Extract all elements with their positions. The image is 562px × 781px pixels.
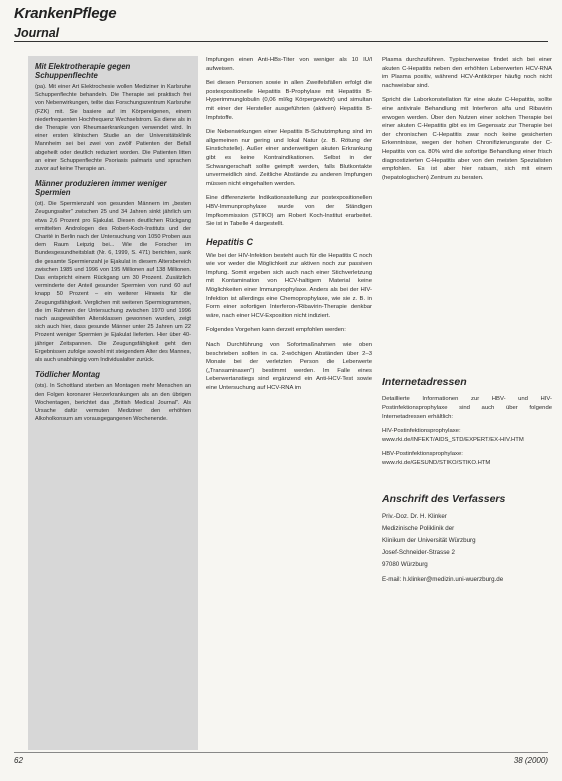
sidebar-heading-elektrotherapie: Mit Elektrotherapie gegen Schuppenflechte <box>35 62 131 80</box>
page-number: 62 <box>14 756 23 765</box>
body-paragraph: Die Nebenwirkungen einer Hepatitis B-Schutzimpfung sind im allgemeinen nur gering und lokal Natur (z. B. Rötung der Einstichstelle). Außer einer anderweitigen akuten Erkrankung gibt es keine Kontraindikationen. Selbst in der Schwangerschaft sollte geimpft werden, falls Blutkontakte unvermeidlich sind. Zeitliche Abstände zu anderen Impfungen müssen nicht eingehalten werden. <box>206 129 372 187</box>
column-gap <box>382 473 552 493</box>
issue-number: 38 (2000) <box>513 756 548 765</box>
sidebar-paragraph: (ot). Die Spermienzahl von gesunden Männern im „besten Zeugungsalter" zwischen 25 und 34 Jahren sinkt jährlich um etwa 2,6 Prozent pro Ejakulat. Diesen deutlichen Rückgang ermittelten Andrologen des Robert-Koch-Instituts und der Charité in Berlin nach der Untersuchung von 1050 Proben aus dem Raum Leipzig bei... Wie die Forscher im Bundesgesundheitsblatt (Nr. 6, 1999, S. 471) berichten, sank die gesamte Spermienzahl je Ejakulat in diesem Altersbereich zwischen 1985 und 1996 von 195 Millionen auf 138 Millionen. Das entspricht einem Rückgang um 30 Prozent. Zusätzlich verminderte der Anteil gesunder Spermien von rund 60 auf knapp 50 Prozent – ein weiterer Hinweis für die Zeugungsfähigkeit. Verglichen mit weiteren Spermiogrammen, die im Rahmen der Untersuchung zwischen 1970 und 1996 nach ausgewählten Altersklassen gewonnen wurden, zeigt sich auch hier, dass gesunde Männer unter 25 Jahren um 22 Prozent weniger Spermien je Ejakulat lieferten. Hier über 40-jähriger Zeitspannen. Die Zeugungsfähigkeit geht den Ergebnissen zufolge sowohl mit steigendem Alter des Mannes, als auch unabhängig vom Individualalter zurück. <box>35 201 191 364</box>
news-sidebar <box>28 56 198 750</box>
section-heading-internet: Internetadressen <box>382 376 467 389</box>
article-column-middle <box>206 56 372 752</box>
body-paragraph: Detaillierte Informationen zur HBV- und HIV-Postinfektionsprophylaxe sind auch über folgende Internetadressen erhältlich: <box>382 396 552 420</box>
body-paragraph: Eine differenzierte Indikationsstellung zur postexpositionellen HBV-Immunprophylaxe wurde von der Ständigen Impfkommission (STIKO) am Robert Koch-Institut erarbeitet. Sie ist in Tabelle 4 dargestellt. <box>206 195 372 228</box>
body-paragraph: Folgendes Vorgehen kann derzeit empfohlen werden: <box>206 327 346 334</box>
body-paragraph: Nach Durchführung von Sofortmaßnahmen wie oben beschrieben sollten in ca. 2-wöchigen Abständen über 2–3 Monate bei der verletzten Person die Leberwerte („Transaminasen") bestimmt werden. Im Falle eines Leberwertanstiegs sind ergänzend ein Anti-HCV-Test sowie eine Untersuchung auf HCV-RNA im <box>206 342 372 391</box>
sidebar-heading-montag: Tödlicher Montag <box>35 370 100 380</box>
author-line: Klinikum der Universität Würzburg <box>382 537 476 545</box>
body-paragraph: Impfungen einen Anti-HBs-Titer von weniger als 10 IU/l aufweisen. <box>206 57 372 72</box>
magazine-subtitle: Journal <box>14 26 60 40</box>
body-paragraph: Spricht die Laborkonstellation für eine akute C-Hepatitis, sollte eine antivirale Behandlung mit Interferon alfa und Ribavirin erwogen werden. Über den Nutzen einer solchen Therapie bei einer akuten C-Hepatitis gibt es im Gegensatz zur Therapie bei der chronischen C-Hepatitis zwar noch keine gesicherten Erkenntnisse, wegen der hohen Chronifizierungsrate der C-Hepatitis von ca. 80% wird die sofortige Behandlung einer frisch diagnostizierten C-Hepatitis aber von den meisten Spezialisten empfohlen. Es ist aber hier ratsam, sich mit einem (hepatologischen) Zentrum zu beraten. <box>382 97 552 181</box>
hbv-url-text[interactable]: HBV-Postinfektionsprophylaxe: www.rki.de/GESUND/STIKO/STIKO.HTM <box>382 451 491 466</box>
body-paragraph: Plasma durchzuführen. Typischerweise findet sich bei einer akuten C-Hepatitis neben den erhöhten Leberwerten HCV-RNA im Plasma positiv, während HCV-Antikörper häufig noch nicht nachweisbar sind. <box>382 57 552 89</box>
footer-rule <box>14 752 548 753</box>
article-column-right <box>382 56 552 752</box>
author-email[interactable]: E-mail: h.klinker@medizin.uni-wuerzburg.de <box>382 576 504 584</box>
hiv-url-text[interactable]: HIV-Postinfektionsprophylaxe: www.rki.de/INFEKT/AIDS_STD/EXPERT/EX-HIV.HTM <box>382 428 524 443</box>
body-paragraph: Wie bei der HIV-Infektion besteht auch für die Hepatitis C noch wie vor weder die Möglichkeit zur aktiven noch zur passiven Impfung. Somit ergeben sich auch nach einer Stichverletzung mit Kontamination von HCV-haltigem Material keine Möglichkeiten einer Immunprophylaxe. Anders als bei der HIV-Infektion ist allerdings eine Chemoprophylaxe, wie sie z. B. in Form einer sofortigen Interferon-/Ribavirin-Therapie denkbar wäre, nach einer HCV-Exposition nicht indiziert. <box>206 252 372 319</box>
header-rule <box>14 41 548 42</box>
magazine-title: KrankenPflege <box>14 5 117 22</box>
author-line: Medizinische Poliklinik der <box>382 525 455 533</box>
body-paragraph: Bei diesen Personen sowie in allen Zweifelsfällen erfolgt die postexpositionelle Hepatitis B-Prophylaxe mit Hepatitis B-Hyperimmunglobulin (0,06 ml/kg Körpergewicht) und simultan mit einer der Hersteller ausgeführten (aktiven) Hepatitis B-Impfstoffe. <box>206 80 372 121</box>
sidebar-heading-spermien: Männer produzieren immer weniger Spermien <box>35 179 167 198</box>
author-line: Josef-Schneider-Strasse 2 <box>382 549 455 557</box>
section-heading-author: Anschrift des Verfassers <box>382 493 506 506</box>
column-gap <box>382 188 552 376</box>
author-line: Priv.-Doz. Dr. H. Klinker <box>382 513 447 521</box>
section-heading-hepatitis-c: Hepatitis C <box>206 236 254 247</box>
author-line: 97080 Würzburg <box>382 561 428 569</box>
author-address <box>382 512 552 584</box>
sidebar-paragraph: (ots). In Schottland sterben an Montagen mehr Menschen an den Folgen koronarer Herzerkrankungen als an den übrigen Wochentagen, berichtet das „British Medical Journal". Als Ursache dafür vermuten Mediziner den erhöhten Alkoholkonsum am vorausgegangenen Wochenende. <box>35 383 191 423</box>
sidebar-paragraph: (pa). Mit einer Art Elektrochesie wollen Mediziner in Karlsruhe Schuppenflechte behandeln. Die Therapie sei praktisch frei von Nebenwirkungen, teilte das Forschungszentrum Karlsruhe (FZK) mit. Sie basiere auf im Körpereigenen, einem niederfrequenten Hochfrequenz Wechselstrom. Es diene als in die Therapie von Rheumaerkrankungen verwendet wird. In einer ersten klinischen Studie an der Universitätsklinik Mannheim sei bei zwei von zwölf Patienten der Befall abgeheilt oder deutlich reduziert worden. Die Patienten litten an einer Schuppenflechte Psoriasis palmaris und sprachen zuvor auf keine Therapie an. <box>35 84 191 173</box>
